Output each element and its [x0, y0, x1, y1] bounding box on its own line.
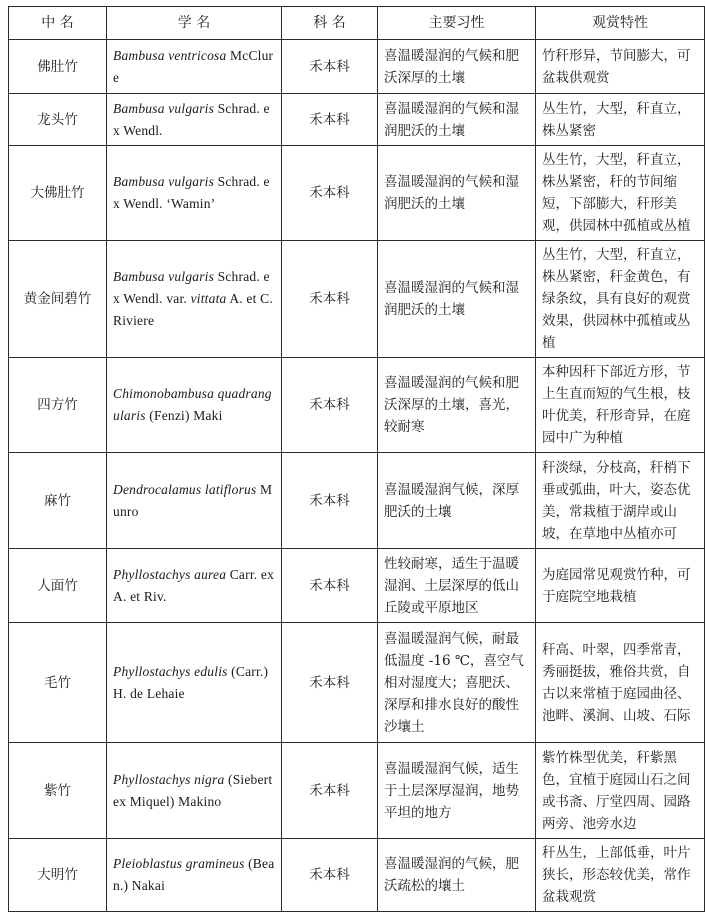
table-row: [9, 358, 705, 453]
cell-ornamental-features: 秆丛生，上部低垂，叶片狭长，形态较优美，常作盆栽观赏: [536, 839, 705, 912]
cell-family: 禾本科: [282, 40, 378, 94]
header-main-habits: 主要习性: [378, 7, 536, 40]
table-row: [9, 743, 705, 839]
cell-scientific-name: [107, 94, 282, 146]
scientific-name-italic: Bambusa vulgaris: [113, 269, 215, 284]
cell-chinese-name: 黄金间碧竹: [9, 241, 107, 358]
cell-main-habits: 喜温暖湿润的气候和湿润肥沃的土壤: [378, 241, 536, 358]
cell-chinese-name: 毛竹: [9, 623, 107, 743]
table-row: [9, 623, 705, 743]
table-header: [9, 7, 705, 40]
cell-main-habits: 喜温暖湿润气候，深厚肥沃的土壤: [378, 453, 536, 549]
cell-ornamental-features: 紫竹株型优美，秆紫黑色，宜植于庭园山石之间或书斋、厅堂四周、园路两旁、池旁水边: [536, 743, 705, 839]
cell-scientific-name: [107, 358, 282, 453]
scientific-name-italic: Dendrocalamus latiflorus: [113, 481, 257, 497]
cell-ornamental-features: 丛生竹，大型，秆直立，株丛紧密，秆金黄色，有绿条纹，具有良好的观赏效果，供园林中孤植或丛植: [536, 241, 705, 358]
cell-main-habits: 喜温暖湿润气候，耐最低温度 -16 ℃，喜空气相对湿度大；喜肥沃、深厚和排水良好的酸性沙壤土: [378, 623, 536, 743]
cell-family: 禾本科: [282, 743, 378, 839]
scientific-name-italic: Phyllostachys edulis: [113, 663, 228, 679]
cell-chinese-name: 人面竹: [9, 549, 107, 623]
cell-ornamental-features: 为庭园常见观赏竹种，可于庭院空地栽植: [536, 549, 705, 623]
table-row: [9, 453, 705, 549]
table-row: [9, 241, 705, 358]
table-row: [9, 94, 705, 146]
cell-chinese-name: 四方竹: [9, 358, 107, 453]
scientific-name-author: Munro: [113, 481, 273, 519]
cell-scientific-name: [107, 453, 282, 549]
table-row: [9, 146, 705, 241]
cell-chinese-name: 大明竹: [9, 839, 107, 912]
cell-family: 禾本科: [282, 146, 378, 241]
cell-main-habits: 喜温暖湿润气候，适生于土层深厚湿润，地势平坦的地方: [378, 743, 536, 839]
scientific-name-italic: Bambusa vulgaris: [113, 174, 215, 189]
scientific-name-italic: Pleioblastus gramineus: [113, 856, 245, 871]
scientific-name-author: A. et C. Riviere: [113, 291, 273, 328]
table-row: [9, 839, 705, 912]
cell-scientific-name: [107, 743, 282, 839]
cell-chinese-name: 大佛肚竹: [9, 146, 107, 241]
scientific-name-author: Carr. ex A. et Riv.: [113, 566, 275, 604]
cell-ornamental-features: 竹秆形异，节间膨大，可盆栽供观赏: [536, 40, 705, 94]
header-chinese-name: 中 名: [9, 7, 107, 40]
scientific-name-italic: Bambusa vulgaris: [113, 100, 215, 116]
table-row: [9, 549, 705, 623]
cell-scientific-name: [107, 839, 282, 912]
cell-main-habits: 喜温暖湿润的气候和湿润肥沃的土壤: [378, 94, 536, 146]
cell-family: 禾本科: [282, 839, 378, 912]
scientific-name-author: Schrad. ex Wendl. var.: [113, 269, 270, 306]
cell-ornamental-features: 秆淡绿，分枝高，秆梢下垂或弧曲，叶大，姿态优美，常栽植于湖岸或山坡，在草地中丛植亦可: [536, 453, 705, 549]
cell-scientific-name: [107, 146, 282, 241]
header-row: [9, 7, 705, 40]
cell-chinese-name: 麻竹: [9, 453, 107, 549]
cell-ornamental-features: 丛生竹，大型，秆直立，株丛紧密: [536, 94, 705, 146]
cell-chinese-name: 佛肚竹: [9, 40, 107, 94]
header-family: 科 名: [282, 7, 378, 40]
scientific-name-author: (Siebert ex Miquel) Makino: [113, 771, 273, 809]
scientific-name-author: (Fenzi) Maki: [145, 408, 223, 423]
scientific-name-italic: Phyllostachys aurea: [113, 566, 227, 582]
table-body: [9, 40, 705, 912]
scientific-name-italic: Bambusa ventricosa: [113, 47, 227, 63]
table-row: [9, 40, 705, 94]
cell-family: 禾本科: [282, 358, 378, 453]
scientific-name-italic: Chimonobambusa quadrangularis: [113, 386, 272, 423]
cell-main-habits: 喜温暖湿润的气候和肥沃深厚的土壤: [378, 40, 536, 94]
cell-main-habits: 喜温暖湿润的气候，肥沃疏松的壤土: [378, 839, 536, 912]
cell-family: 禾本科: [282, 94, 378, 146]
cell-ornamental-features: 丛生竹，大型，秆直立，株丛紧密，秆的节间缩短，下部膨大，秆形美观，供园林中孤植或丛植: [536, 146, 705, 241]
cell-main-habits: 性较耐寒，适生于温暖湿润、土层深厚的低山丘陵或平原地区: [378, 549, 536, 623]
scientific-name-author: (Carr.) H. de Lehaie: [113, 663, 269, 701]
scientific-name-author: McClure: [113, 47, 274, 85]
cell-chinese-name: 龙头竹: [9, 94, 107, 146]
cell-scientific-name: [107, 549, 282, 623]
cell-ornamental-features: 本种因秆下部近方形，节上生直而短的气生根，枝叶优美，秆形奇异，在庭园中广为种植: [536, 358, 705, 453]
header-ornamental-features: 观赏特性: [536, 7, 705, 40]
cell-main-habits: 喜温暖湿润的气候和肥沃深厚的土壤，喜光，较耐寒: [378, 358, 536, 453]
cell-main-habits: 喜温暖湿润的气候和湿润肥沃的土壤: [378, 146, 536, 241]
scientific-name-author: Schrad. ex Wendl. ‘Wamin’: [113, 174, 270, 211]
scientific-name-italic: vittata: [190, 291, 227, 306]
scientific-name-author: (Bean.) Nakai: [113, 856, 275, 893]
cell-ornamental-features: 秆高、叶翠，四季常青，秀丽挺拔，雅俗共赏，自古以来常植于庭园曲径、池畔、溪涧、山坡、石际: [536, 623, 705, 743]
cell-scientific-name: [107, 241, 282, 358]
cell-family: 禾本科: [282, 453, 378, 549]
header-scientific-name: 学 名: [107, 7, 282, 40]
cell-family: 禾本科: [282, 549, 378, 623]
scientific-name-author: Schrad. ex Wendl.: [113, 100, 270, 138]
cell-scientific-name: [107, 40, 282, 94]
scientific-name-italic: Phyllostachys nigra: [113, 771, 225, 787]
cell-family: 禾本科: [282, 623, 378, 743]
cell-family: 禾本科: [282, 241, 378, 358]
cell-chinese-name: 紫竹: [9, 743, 107, 839]
bamboo-species-table: [8, 6, 705, 912]
cell-scientific-name: [107, 623, 282, 743]
